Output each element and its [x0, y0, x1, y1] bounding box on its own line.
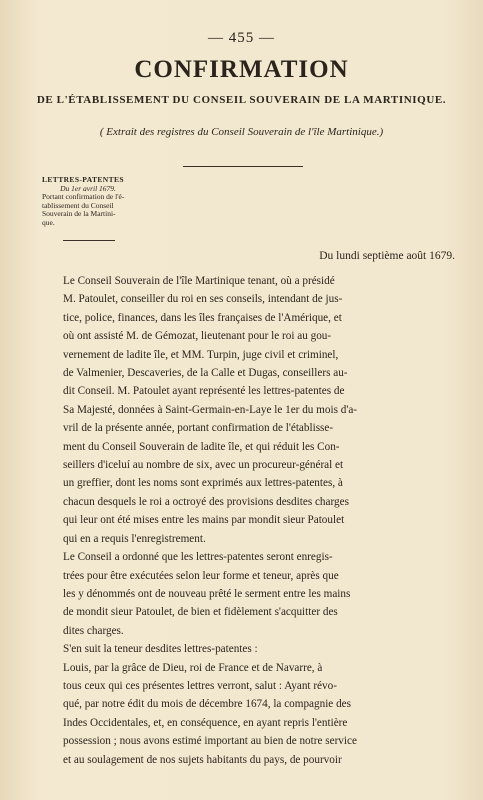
margin-note-text	[42, 193, 134, 227]
margin-note	[42, 176, 134, 228]
text-line: vril de la présente année, portant confirmation de l'établisse-	[63, 422, 334, 435]
paragraph	[46, 548, 456, 640]
paragraph	[46, 272, 456, 548]
text-line: vernement de ladite île, et MM. Turpin, juge civil et criminel,	[63, 348, 339, 361]
text-line: tice, police, finances, dans les îles françaises de l'Amérique, et	[63, 311, 342, 324]
text-line: qué, par notre édit du mois de décembre 1674, la compagnie des	[63, 698, 351, 711]
page-subtitle: DE L'ÉTABLISSEMENT DU CONSEIL SOUVERAIN DE LA MARTINIQUE.	[36, 94, 447, 106]
text-line: tous ceux qui ces présentes lettres verront, salut : Ayant révo-	[63, 679, 337, 692]
text-line: qui en a requis l'enregistrement.	[63, 532, 206, 545]
text-line: où ont assisté M. de Gémozat, lieutenant pour le roi au gou-	[63, 330, 332, 343]
body-text	[46, 272, 456, 769]
page-title: CONFIRMATION	[134, 56, 349, 83]
dateline: Du lundi septième août 1679.	[319, 250, 455, 262]
page-number: — 455 —	[208, 30, 275, 46]
text-line: Louis, par la grâce de Dieu, roi de France et de Navarre, à	[63, 661, 323, 674]
margin-note-rule	[63, 240, 115, 241]
text-line: ment du Conseil Souverain de ladite île, et qui réduit les Con-	[63, 440, 340, 453]
text-line: Le Conseil a ordonné que les lettres-patentes seront enregis-	[63, 551, 333, 564]
text-line: et au soulagement de nos sujets habitants du pays, de pourvoir	[63, 753, 342, 766]
text-line: chacun desquels le roi a octroyé des provisions desdites charges	[63, 495, 349, 508]
text-line: Le Conseil Souverain de l'île Martinique tenant, où a présidé	[63, 275, 335, 287]
margin-note-line: Souverain de la Martini-	[42, 209, 116, 219]
text-line: les y dénommés ont de nouveau prêté le serment entre les mains	[63, 587, 351, 600]
separator-rule	[183, 166, 303, 167]
source-note: ( Extrait des registres du Conseil Souverain de l'île Martinique.)	[99, 126, 384, 138]
text-line: S'en suit la teneur desdites lettres-patentes :	[63, 643, 258, 656]
text-line: seillers d'iceluí au nombre de six, avec un procureur-général et	[63, 459, 344, 472]
margin-note-heading: LETTRES-PATENTES	[42, 175, 124, 184]
margin-note-line: que.	[42, 217, 55, 227]
text-line: trées pour être exécutées selon leur forme et teneur, après que	[63, 569, 339, 582]
text-line: qui leur ont été mises entre les mains par mondit sieur Patoulet	[63, 514, 345, 527]
paragraph	[46, 659, 456, 769]
margin-note-line: tablissement du Conseil	[42, 200, 114, 210]
text-line: Sa Majesté, données à Saint-Germain-en-Laye le 1er du mois d'a-	[63, 403, 358, 416]
text-line: M. Patoulet, conseiller du roi en ses conseils, intendant de jus-	[63, 293, 343, 306]
paragraph	[46, 640, 456, 658]
margin-note-date: Du 1er avril 1679.	[60, 183, 116, 193]
margin-note-line: Portant confirmation de l'é-	[42, 192, 125, 202]
text-line: de Valmenier, Descaveries, de la Calle et Dugas, conseillers au-	[63, 367, 348, 380]
text-line: dites charges.	[63, 624, 124, 637]
text-line: Indes Occidentales, et, en conséquence, en ayant repris l'entière	[63, 716, 348, 729]
text-line: de mondit sieur Patoulet, de bien et fidèlement s'acquitter des	[63, 606, 338, 619]
text-line: dit Conseil. M. Patoulet ayant représenté les lettres-patentes de	[63, 385, 345, 398]
text-line: possession ; nous avons estimé important au bien de notre service	[63, 735, 357, 748]
text-line: un greffier, dont les noms sont exprimés aux lettres-patentes, à	[63, 477, 343, 490]
